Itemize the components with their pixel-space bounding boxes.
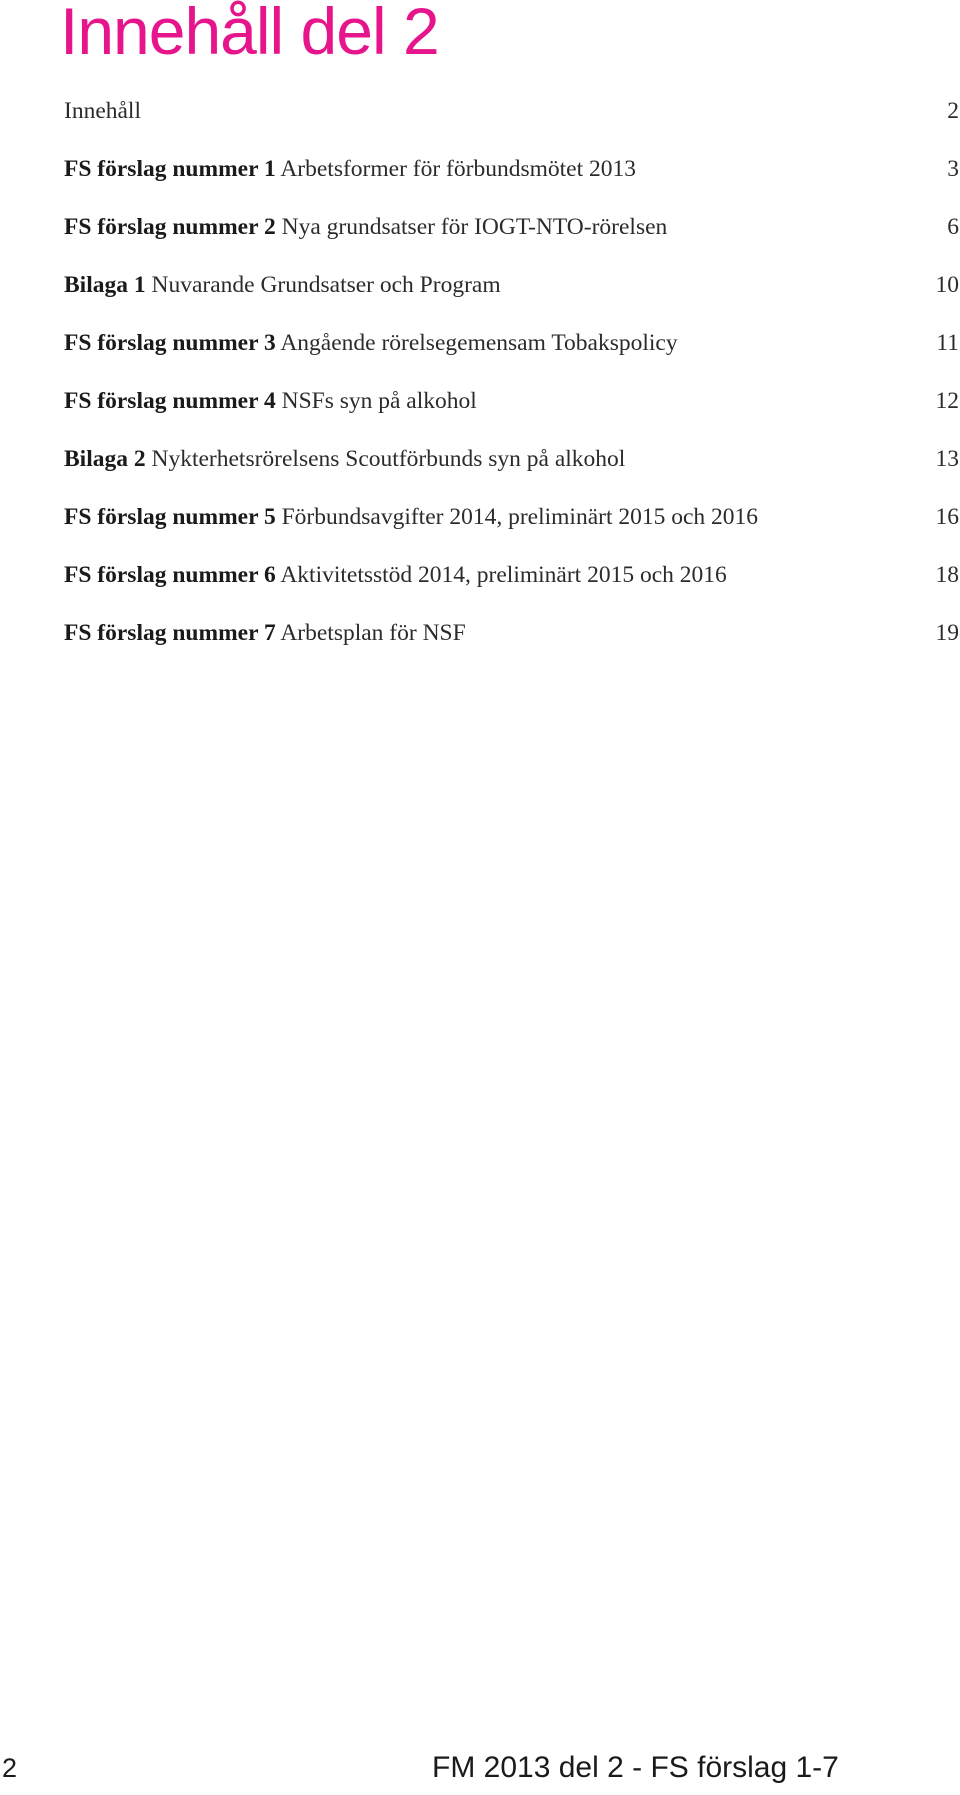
toc-entry-bold: Bilaga 2 <box>64 446 146 472</box>
toc-entry-bold: Bilaga 1 <box>64 272 146 298</box>
toc-entry-bold: FS förslag nummer 5 <box>64 504 276 530</box>
toc-entry-page: 16 <box>935 504 959 530</box>
toc-entry <box>64 446 959 504</box>
toc-entry <box>64 98 959 156</box>
footer-page-number: 2 <box>2 1753 18 1783</box>
footer-document-title: FM 2013 del 2 - FS förslag 1-7 <box>432 1751 839 1784</box>
toc-entry-text: Nya grundsatser för IOGT-NTO-rörelsen <box>281 214 668 240</box>
toc-entry-bold: FS förslag nummer 7 <box>64 620 276 646</box>
toc-entry-text: Förbundsavgifter 2014, preliminärt 2015 och 2016 <box>281 504 759 530</box>
toc-entry-page: 11 <box>936 330 959 356</box>
toc-entry-label <box>64 446 929 473</box>
toc-entry-label <box>64 272 929 299</box>
toc-entry-label <box>64 330 929 357</box>
toc-entry-label <box>64 504 929 531</box>
toc-entry-bold: FS förslag nummer 2 <box>64 214 276 240</box>
toc-entry-text: Angående rörelsegemensam Tobakspolicy <box>280 330 678 356</box>
toc-entry <box>64 156 959 214</box>
toc-entry-text: Arbetsformer för förbundsmötet 2013 <box>280 156 636 182</box>
toc-entry-text: Innehåll <box>64 98 141 124</box>
table-of-contents <box>64 98 959 678</box>
toc-entry-bold: FS förslag nummer 4 <box>64 388 276 414</box>
toc-entry-bold: FS förslag nummer 1 <box>64 156 276 182</box>
toc-entry-page: 13 <box>935 446 959 472</box>
toc-entry <box>64 214 959 272</box>
toc-entry-text: Aktivitetsstöd 2014, preliminärt 2015 och 2016 <box>280 562 727 588</box>
toc-entry-label <box>64 562 929 589</box>
toc-entry-label <box>64 214 929 241</box>
toc-entry <box>64 562 959 620</box>
toc-entry-page: 2 <box>947 98 959 124</box>
toc-entry <box>64 504 959 562</box>
toc-entry-text: Nuvarande Grundsatser och Program <box>151 272 501 298</box>
toc-entry-page: 10 <box>935 272 959 298</box>
toc-entry-text: Arbetsplan för NSF <box>280 620 466 646</box>
toc-entry <box>64 330 959 388</box>
toc-entry-label <box>64 388 929 415</box>
toc-entry <box>64 272 959 330</box>
toc-entry-label <box>64 98 929 125</box>
toc-entry-page: 12 <box>935 388 959 414</box>
toc-entry-page: 18 <box>935 562 959 588</box>
toc-entry-page: 6 <box>947 214 959 240</box>
toc-entry-page: 3 <box>947 156 959 182</box>
page-title: Innehåll del 2 <box>60 0 439 68</box>
toc-entry-label <box>64 156 929 183</box>
toc-entry <box>64 620 959 678</box>
toc-entry-text: NSFs syn på alkohol <box>281 388 477 414</box>
toc-entry-bold: FS förslag nummer 6 <box>64 562 276 588</box>
toc-entry-text: Nykterhetsrörelsens Scoutförbunds syn på alkohol <box>151 446 626 472</box>
toc-entry-bold: FS förslag nummer 3 <box>64 330 276 356</box>
toc-entry <box>64 388 959 446</box>
toc-entry-label <box>64 620 929 647</box>
toc-entry-page: 19 <box>935 620 959 646</box>
